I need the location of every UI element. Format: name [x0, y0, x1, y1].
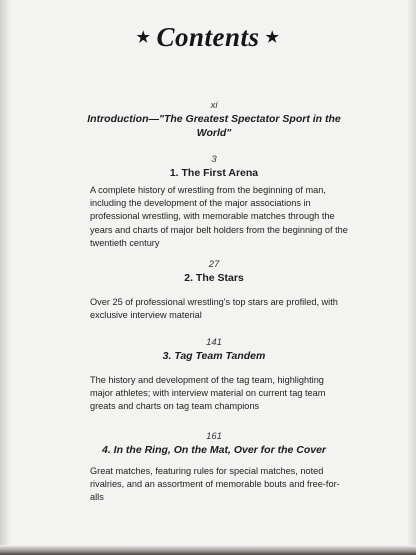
entry-heading: 4. In the Ring, On the Mat, Over for the Cover: [101, 444, 327, 456]
entry-description: Over 25 of professional wrestling's top stars are profiled, with exclusive interview material: [90, 297, 338, 321]
page-number: 3: [211, 154, 217, 165]
entry-heading: 3. Tag Team Tandem: [162, 350, 266, 362]
page-number: 161: [206, 431, 222, 442]
entry-heading: Introduction—"The Greatest Spectator Sport in the World": [87, 113, 341, 139]
toc-entry-chapter-1: [86, 154, 342, 180]
entry-heading: 1. The First Arena: [169, 167, 259, 179]
title-text: Contents: [156, 22, 260, 52]
toc-entry-chapter-2: [86, 259, 342, 285]
page-number: 27: [208, 259, 220, 270]
page-right-edge: [408, 0, 416, 555]
contents-title: [0, 22, 416, 53]
toc-entry-introduction: [86, 100, 342, 140]
page-spine-shadow: [0, 0, 12, 555]
entry-description: A complete history of wrestling from the beginning of man, including the development of the major associations in professional wrestling, with memorable matches through the years and charts of major belt holders from the beginning of the twentieth century: [90, 185, 348, 248]
page-number: 141: [206, 337, 222, 348]
page-number: xi: [210, 100, 218, 111]
toc-entry-chapter-3: [86, 337, 342, 363]
star-icon: ★: [136, 30, 151, 47]
toc-entry-chapter-4: [86, 431, 342, 457]
page-bottom-edge: [0, 545, 416, 555]
star-icon: ★: [265, 30, 280, 47]
entry-description: Great matches, featuring rules for special matches, noted rivalries, and an assortment of memorable bouts and free-for-alls: [90, 466, 340, 503]
entry-description: The history and development of the tag team, highlighting major athletes; with interview material on current tag team greats and charts on tag team champions: [90, 375, 326, 412]
entry-heading: 2. The Stars: [184, 272, 244, 284]
